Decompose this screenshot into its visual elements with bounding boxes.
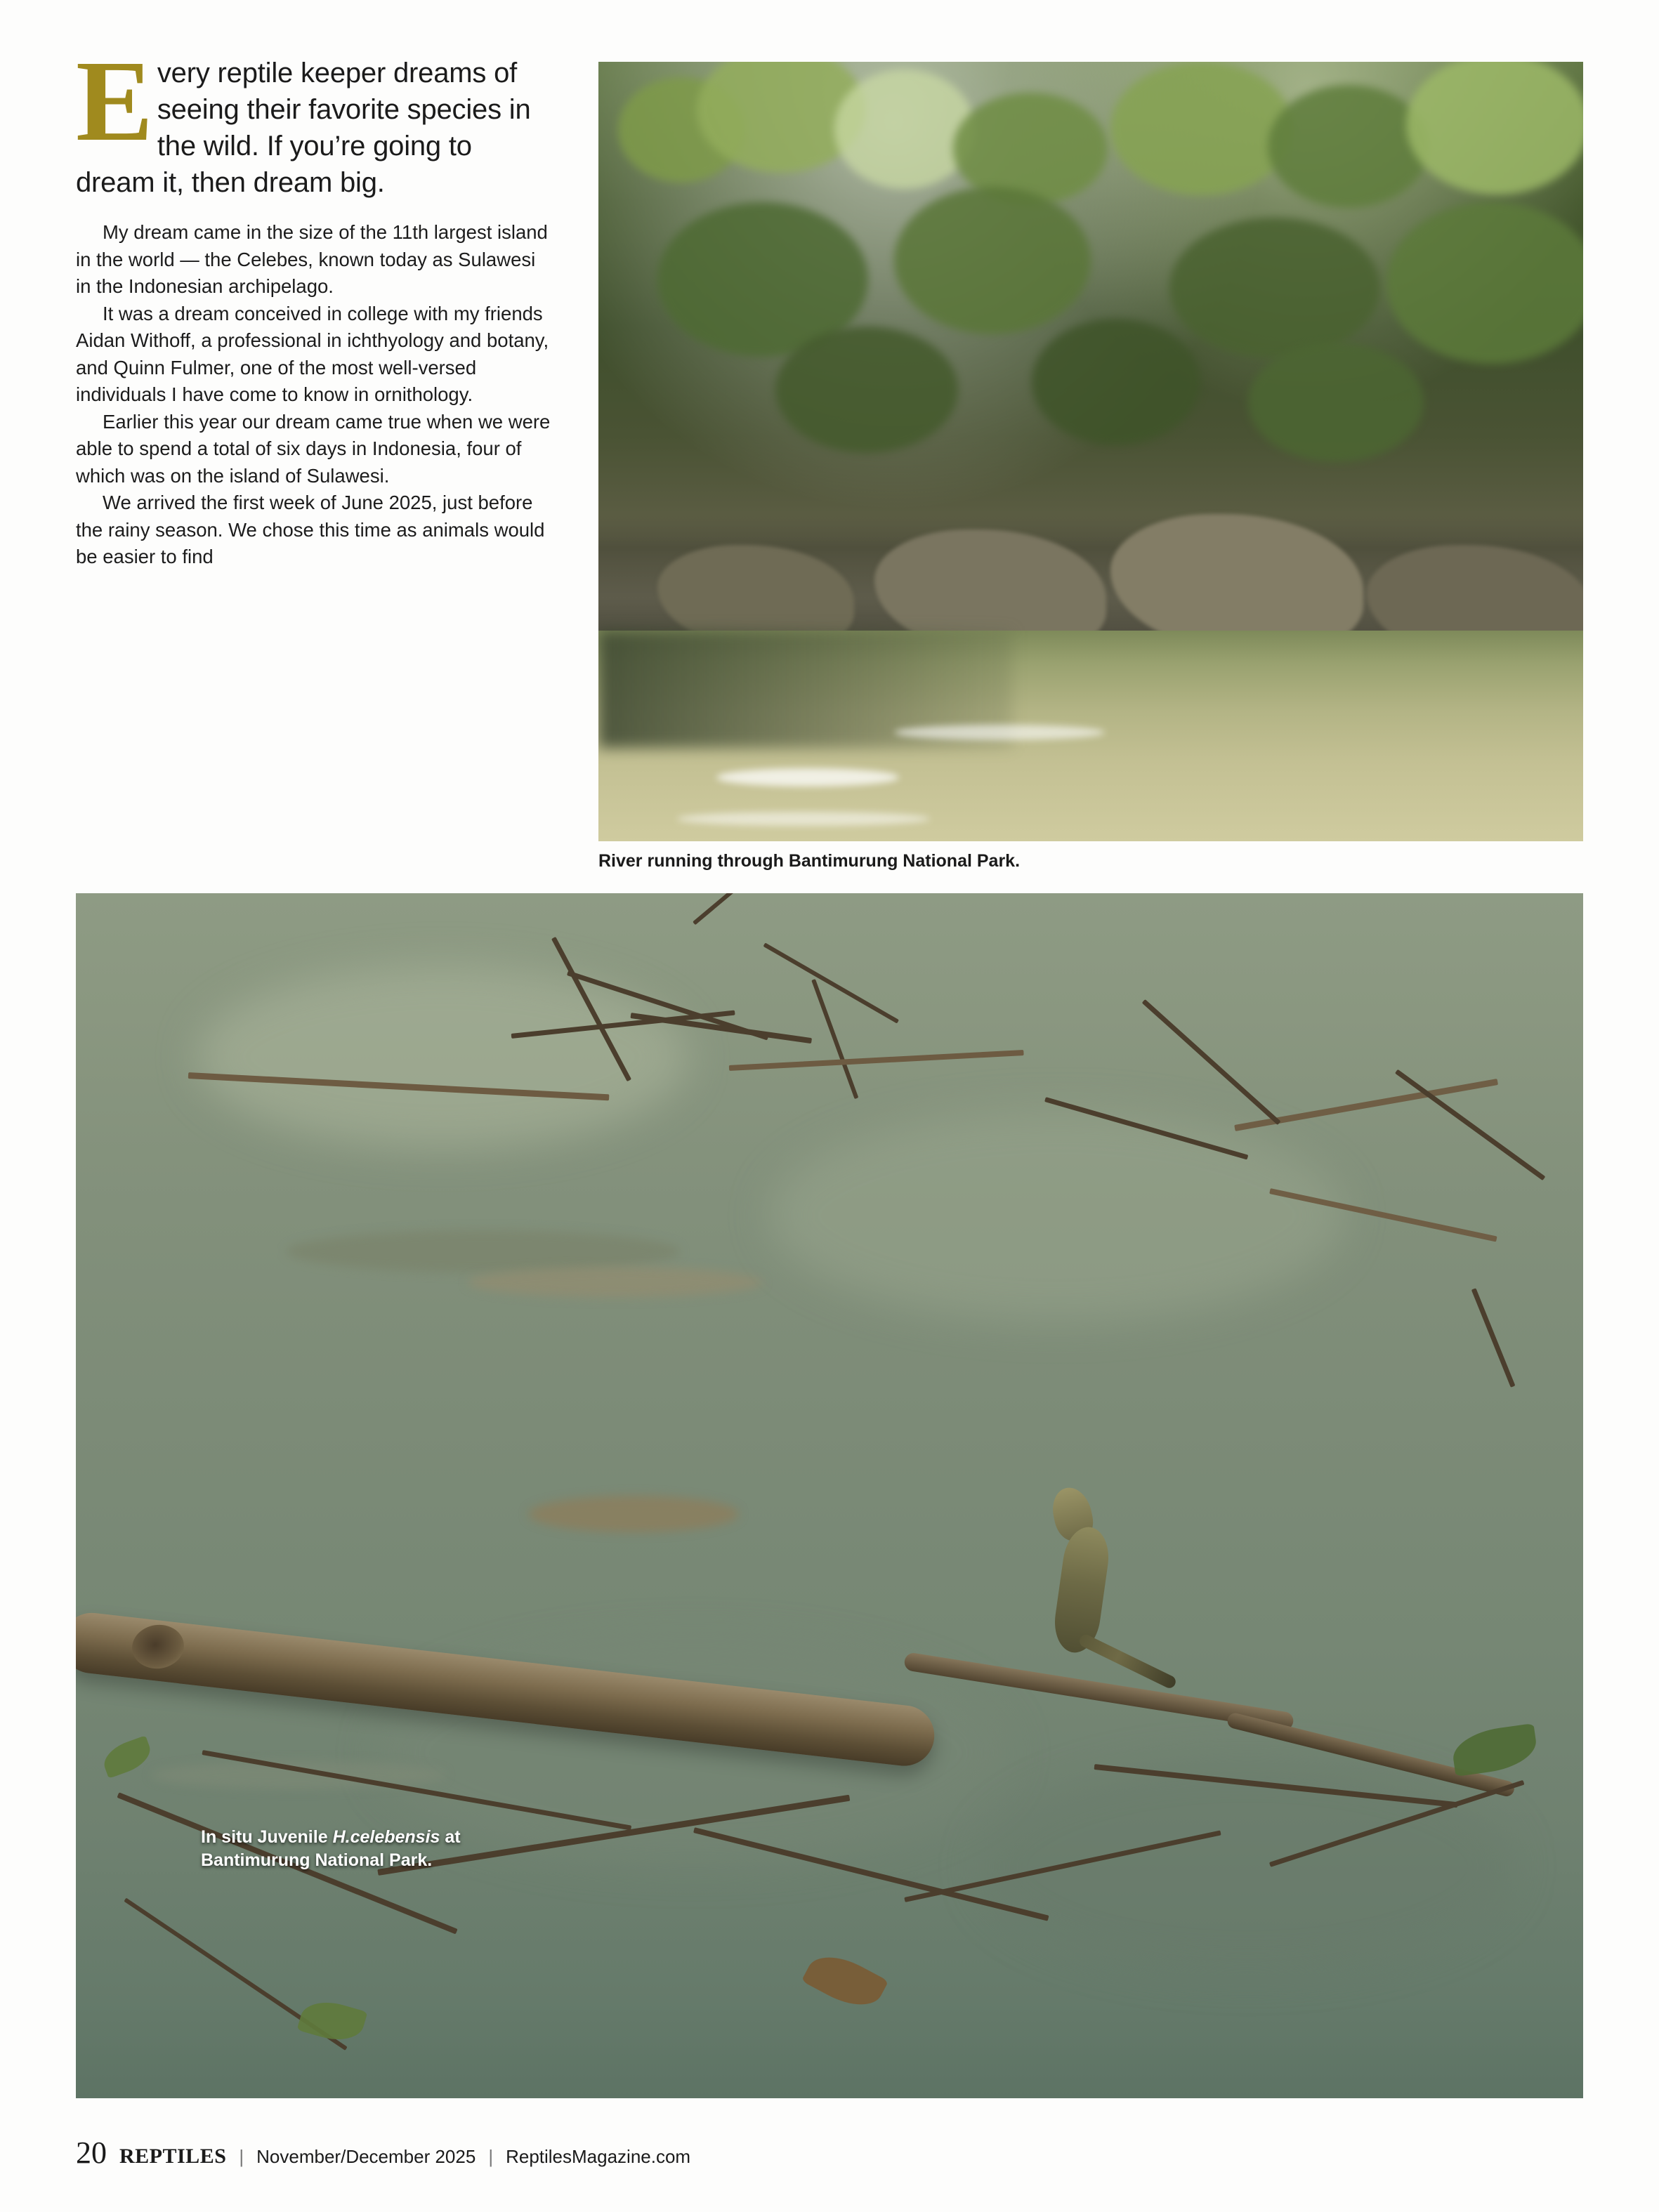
foliage-blob <box>775 327 958 453</box>
foliage-blob <box>894 187 1091 334</box>
body-paragraph-2: It was a dream conceived in college with my friends Aidan Withoff, a professional in ichthyology and botany, and Quinn Fulmer, one of the most well-versed individuals I have come to know in ornithology. <box>76 302 549 405</box>
foliage-blob <box>1248 343 1424 462</box>
river-photo <box>598 62 1583 841</box>
article-body <box>76 219 551 571</box>
submerged-debris <box>468 1267 763 1298</box>
masthead-logo: REPTILES <box>119 2145 227 2168</box>
caption-suffix: at <box>440 1827 461 1847</box>
lizard-tail <box>1077 1633 1178 1690</box>
lede-text: very reptile keeper dreams of seeing their favorite species in the wild. If you’re going to dream it, then dream big. <box>76 58 531 198</box>
body-paragraph-4: We arrived the first week of June 2025, just before the rainy season. We chose this time as animals would be easier to find <box>76 492 545 567</box>
issue-date: November/December 2025 <box>256 2146 476 2167</box>
page-number: 20 <box>76 2135 107 2170</box>
article-lede <box>76 37 551 201</box>
lizard-photo-caption <box>201 1826 636 1872</box>
foliage-blob <box>1386 202 1583 364</box>
juvenile-lizard <box>1038 1463 1200 1695</box>
foliage-blob <box>1268 85 1429 208</box>
caption-prefix: In situ Juvenile <box>201 1827 333 1847</box>
foliage-blob <box>1110 62 1293 195</box>
body-paragraph-3: Earlier this year our dream came true when we were able to spend a total of six days in Indonesia, four of which was on the island of Sulawesi. <box>76 410 551 487</box>
lizard-photo <box>76 893 1583 2098</box>
caption-line-2: Bantimurung National Park. <box>201 1850 433 1870</box>
water-sheen <box>769 1110 1345 1321</box>
foliage-blob <box>1169 218 1380 358</box>
river-photo-caption: River running through Bantimurung National Park. <box>598 851 1021 871</box>
foliage-blob <box>834 70 975 189</box>
foliage-blob <box>1032 319 1200 445</box>
website-url: ReptilesMagazine.com <box>506 2146 691 2167</box>
article-text-column <box>76 37 551 571</box>
caption-species-name: H.celebensis <box>332 1827 440 1847</box>
water-foam <box>677 812 930 826</box>
footer-separator: | <box>488 2146 494 2167</box>
page-footer <box>76 2135 691 2170</box>
body-paragraph-1: My dream came in the size of the 11th largest island in the world — the Celebes, known today as Sulawesi in the Indonesian archipelago. <box>76 221 548 297</box>
water-foam <box>894 725 1105 740</box>
drop-cap: E <box>76 37 153 165</box>
submerged-debris <box>528 1496 739 1532</box>
footer-separator: | <box>239 2146 244 2167</box>
